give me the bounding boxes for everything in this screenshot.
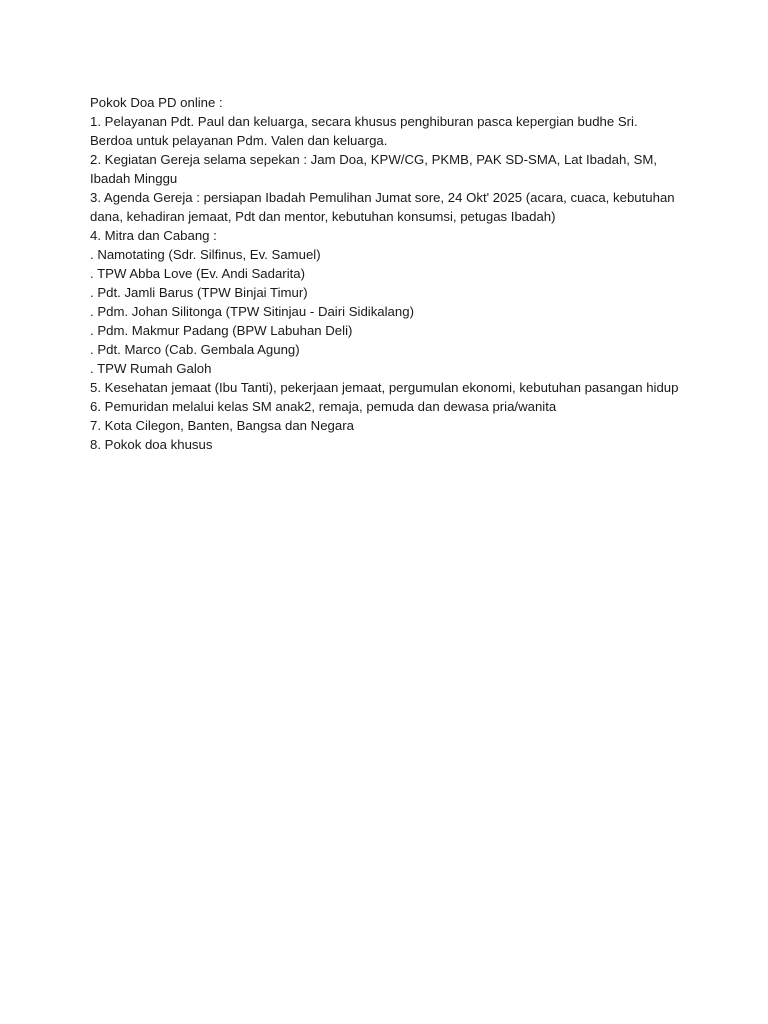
prayer-item-7: 7. Kota Cilegon, Banten, Bangsa dan Negara <box>90 418 354 433</box>
partner-item-marco: . Pdt. Marco (Cab. Gembala Agung) <box>90 342 300 357</box>
prayer-item-6: 6. Pemuridan melalui kelas SM anak2, remaja, pemuda dan dewasa pria/wanita <box>90 399 557 414</box>
document-heading: Pokok Doa PD online : <box>90 95 223 110</box>
prayer-item-8: 8. Pokok doa khusus <box>90 437 213 452</box>
partner-item-namotating: . Namotating (Sdr. Silfinus, Ev. Samuel) <box>90 247 321 262</box>
document-body <box>90 93 680 454</box>
partner-item-johan-silitonga: . Pdm. Johan Silitonga (TPW Sitinjau - Dairi Sidikalang) <box>90 304 414 319</box>
partner-item-rumah-galoh: . TPW Rumah Galoh <box>90 361 212 376</box>
prayer-item-1: 1. Pelayanan Pdt. Paul dan keluarga, secara khusus penghiburan pasca kepergian budhe Sri. Berdoa untuk pelayanan Pdm. Valen dan keluarga. <box>90 114 638 148</box>
prayer-item-2: 2. Kegiatan Gereja selama sepekan : Jam Doa, KPW/CG, PKMB, PAK SD-SMA, Lat Ibadah, SM, Ibadah Minggu <box>90 152 658 186</box>
prayer-item-3: 3. Agenda Gereja : persiapan Ibadah Pemulihan Jumat sore, 24 Okt' 2025 (acara, cuaca, kebutuhan dana, kehadiran jemaat, Pdt dan mentor, kebutuhan konsumsi, petugas Ibadah) <box>90 190 675 224</box>
partner-item-abba-love: . TPW Abba Love (Ev. Andi Sadarita) <box>90 266 306 281</box>
prayer-item-4: 4. Mitra dan Cabang : <box>90 228 217 243</box>
partner-item-jamli-barus: . Pdt. Jamli Barus (TPW Binjai Timur) <box>90 285 308 300</box>
prayer-item-5: 5. Kesehatan jemaat (Ibu Tanti), pekerjaan jemaat, pergumulan ekonomi, kebutuhan pasangan hidup <box>90 380 679 395</box>
partner-item-makmur-padang: . Pdm. Makmur Padang (BPW Labuhan Deli) <box>90 323 353 338</box>
